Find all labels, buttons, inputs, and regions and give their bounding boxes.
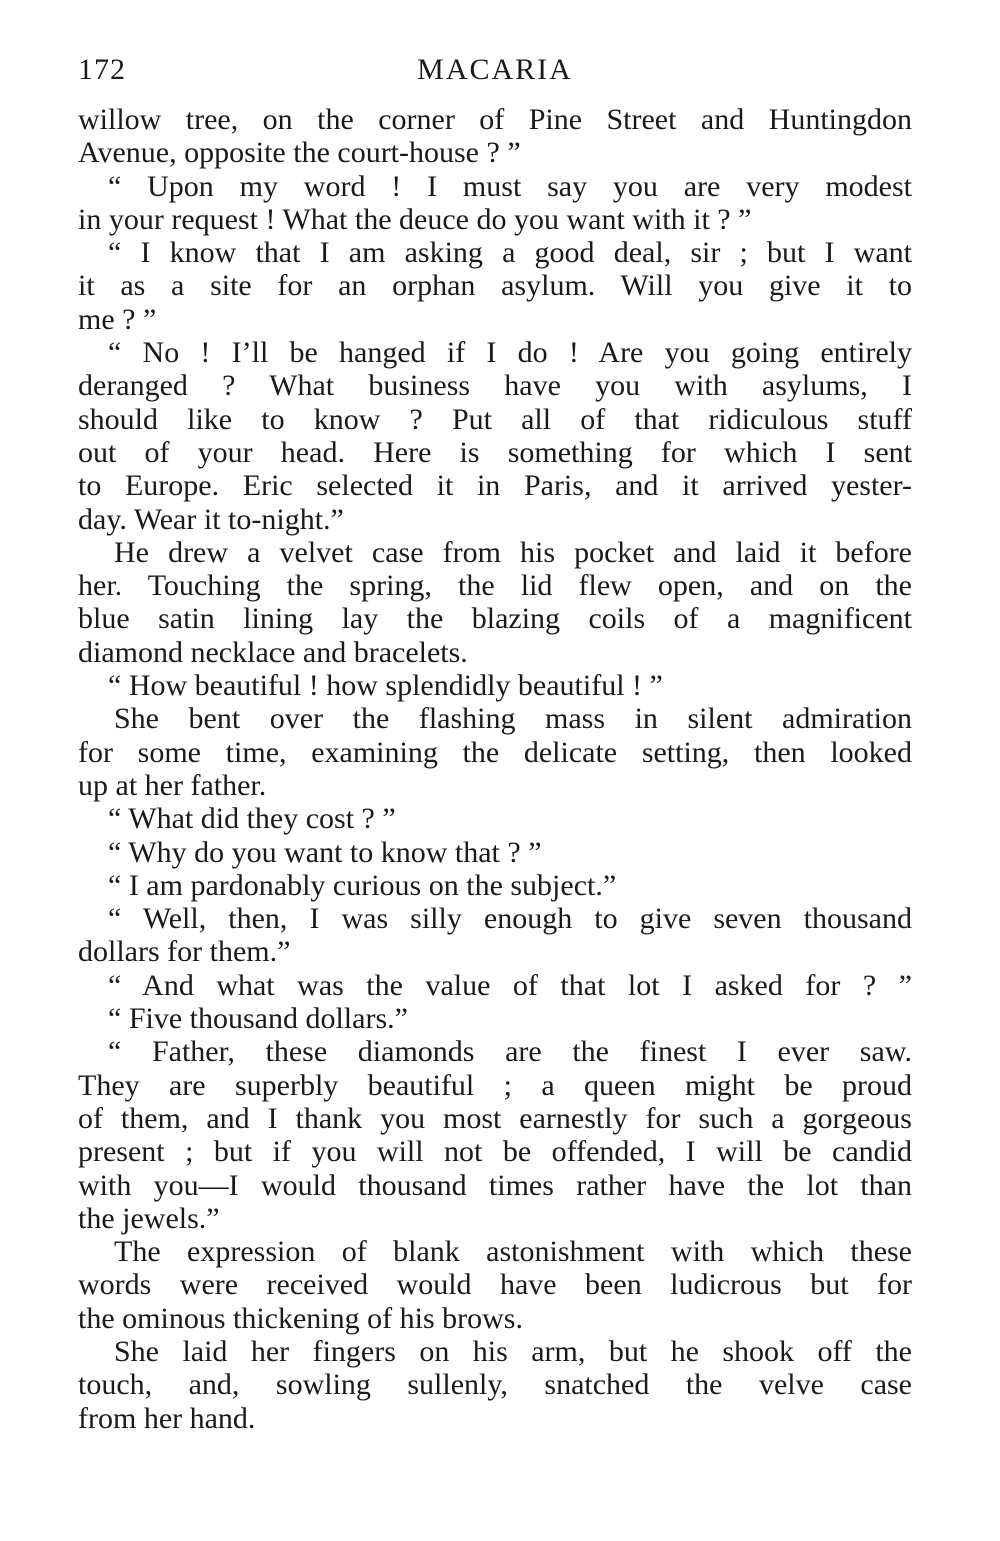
text-line: “ I know that I am asking a good deal, sir ; but I want bbox=[108, 236, 912, 270]
text-line: willow tree, on the corner of Pine Street and Huntingdon bbox=[78, 103, 912, 136]
text-line: “ Why do you want to know that ? ” bbox=[108, 835, 542, 869]
text-line: “ I am pardonably curious on the subject.” bbox=[108, 868, 617, 902]
text-line: blue satin lining lay the blazing coils of a magnificent bbox=[78, 602, 912, 636]
text-line: “ What did they cost ? ” bbox=[108, 802, 396, 836]
running-title: MACARIA bbox=[417, 53, 573, 86]
text-line: She bent over the flashing mass in silent admiration bbox=[114, 702, 912, 736]
text-line: dollars for them.” bbox=[78, 935, 291, 969]
text-line: the ominous thickening of his brows. bbox=[78, 1301, 523, 1335]
text-line: with you—I would thousand times rather have the lot than bbox=[78, 1168, 912, 1202]
text-line: “ And what was the value of that lot I asked for ? ” bbox=[108, 968, 912, 1002]
text-line: day. Wear it to-night.” bbox=[78, 502, 344, 536]
running-head bbox=[78, 50, 912, 90]
text-line: “ Upon my word ! I must say you are very modest bbox=[108, 169, 912, 203]
text-line: me ? ” bbox=[78, 302, 157, 336]
text-line: the jewels.” bbox=[78, 1201, 220, 1235]
text-line: up at her father. bbox=[78, 768, 267, 802]
text-line: diamond necklace and bracelets. bbox=[78, 635, 468, 669]
text-line: of them, and I thank you most earnestly for such a gorgeous bbox=[78, 1101, 912, 1135]
text-line: deranged ? What business have you with asylums, I bbox=[78, 369, 912, 403]
text-line: “ No ! I’ll be hanged if I do ! Are you going entirely bbox=[108, 336, 912, 370]
text-line: it as a site for an orphan asylum. Will you give it to bbox=[78, 269, 912, 303]
text-line: “ Father, these diamonds are the finest I ever saw. bbox=[108, 1035, 912, 1069]
text-line: Avenue, opposite the court-house ? ” bbox=[78, 136, 521, 170]
text-line: words were received would have been ludicrous but for bbox=[78, 1268, 912, 1302]
text-line: out of your head. Here is something for which I sent bbox=[78, 435, 912, 469]
text-line: touch, and, sowling sullenly, snatched the velve case bbox=[78, 1368, 912, 1402]
text-line: her. Touching the spring, the lid flew open, and on the bbox=[78, 569, 912, 603]
text-line: They are superbly beautiful ; a queen might be proud bbox=[78, 1068, 912, 1102]
text-line: She laid her fingers on his arm, but he shook off the bbox=[114, 1334, 912, 1368]
text-line: for some time, examining the delicate setting, then looked bbox=[78, 735, 912, 769]
text-line: in your request ! What the deuce do you want with it ? ” bbox=[78, 202, 752, 236]
text-line: “ Five thousand dollars.” bbox=[108, 1002, 408, 1036]
text-line: from her hand. bbox=[78, 1401, 256, 1435]
page-number: 172 bbox=[78, 53, 126, 86]
body-text bbox=[78, 103, 912, 1435]
text-line: He drew a velvet case from his pocket and laid it before bbox=[114, 535, 912, 569]
text-line: “ Well, then, I was silly enough to give seven thousand bbox=[108, 902, 912, 936]
text-line: to Europe. Eric selected it in Paris, and it arrived yester- bbox=[78, 469, 912, 503]
text-line: The expression of blank astonishment with which these bbox=[114, 1235, 912, 1269]
text-line: present ; but if you will not be offended, I will be candid bbox=[78, 1135, 912, 1169]
text-line: should like to know ? Put all of that ridiculous stuff bbox=[78, 402, 912, 436]
text-line: “ How beautiful ! how splendidly beautiful ! ” bbox=[108, 669, 663, 703]
